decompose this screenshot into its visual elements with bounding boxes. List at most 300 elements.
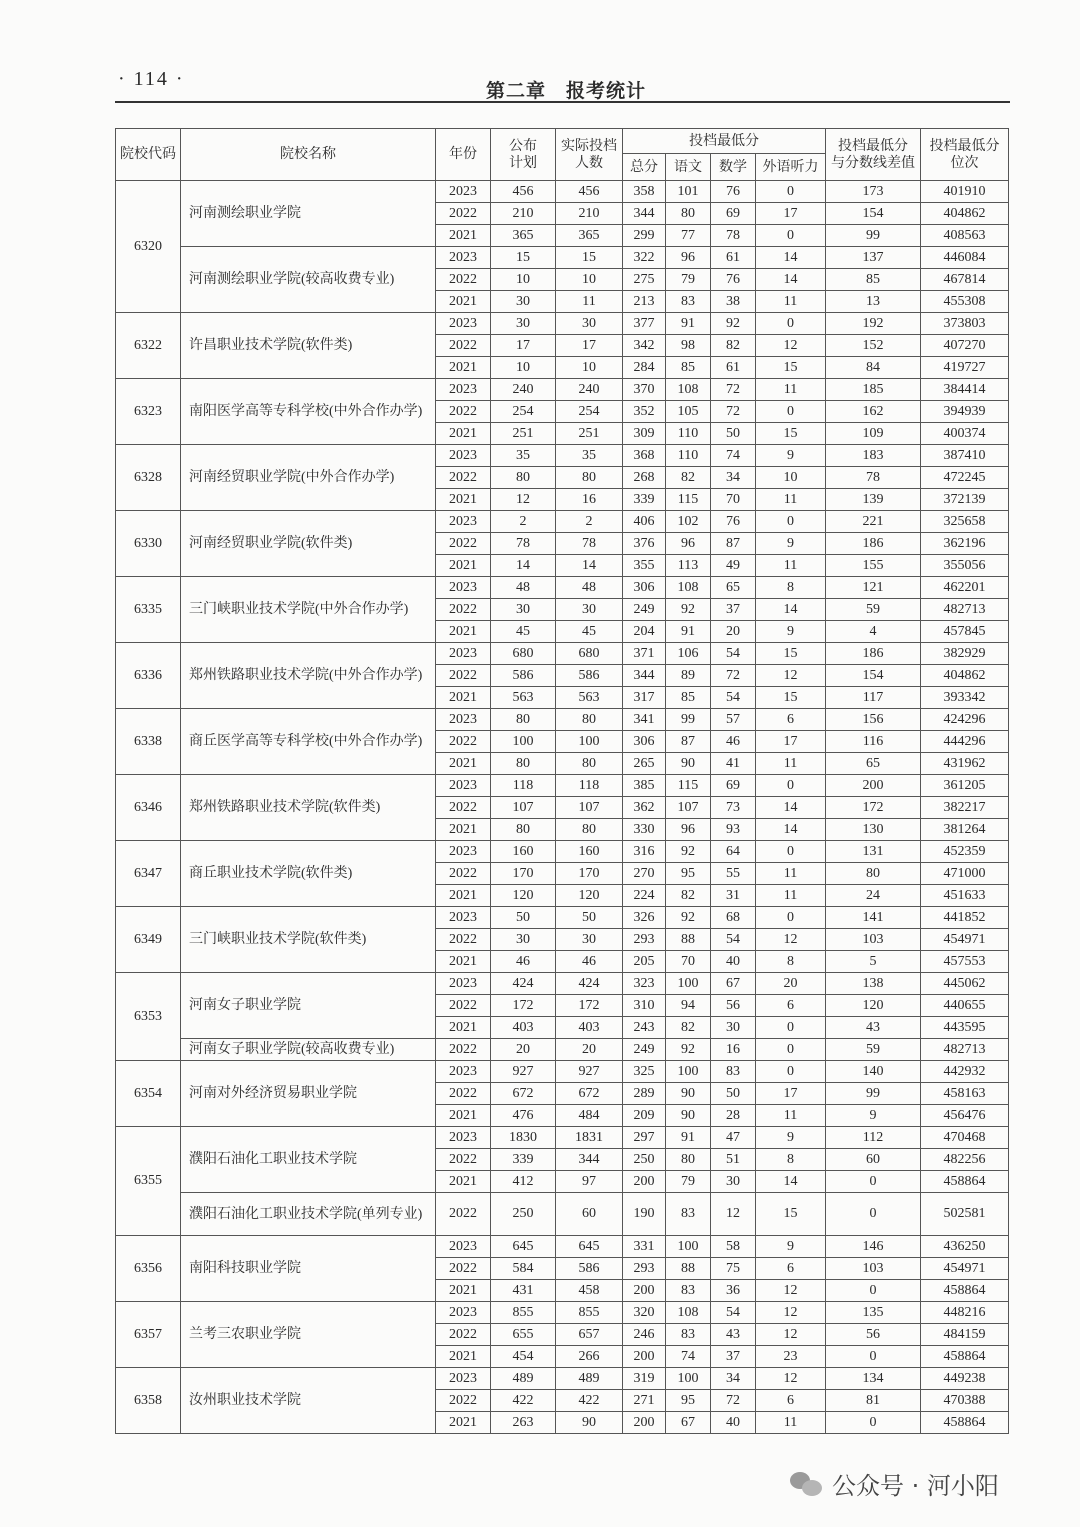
math-score: 74 — [711, 445, 756, 467]
year: 2021 — [436, 291, 491, 313]
chinese-score: 91 — [666, 621, 711, 643]
year: 2022 — [436, 995, 491, 1017]
header-plan: 公布 计划 — [491, 129, 556, 181]
listening-score: 11 — [756, 1412, 826, 1434]
plan: 17 — [491, 335, 556, 357]
rank: 381264 — [921, 819, 1009, 841]
rank: 454971 — [921, 1258, 1009, 1280]
math-score: 92 — [711, 313, 756, 335]
listening-score: 11 — [756, 863, 826, 885]
total-score: 317 — [623, 687, 666, 709]
score-diff: 112 — [826, 1127, 921, 1149]
chinese-score: 110 — [666, 423, 711, 445]
actual: 645 — [556, 1236, 623, 1258]
rank: 440655 — [921, 995, 1009, 1017]
actual: 46 — [556, 951, 623, 973]
math-score: 76 — [711, 269, 756, 291]
score-diff: 0 — [826, 1346, 921, 1368]
year: 2023 — [436, 907, 491, 929]
listening-score: 11 — [756, 1105, 826, 1127]
rank: 404862 — [921, 665, 1009, 687]
score-diff: 0 — [826, 1280, 921, 1302]
total-score: 213 — [623, 291, 666, 313]
actual: 90 — [556, 1412, 623, 1434]
actual: 344 — [556, 1149, 623, 1171]
chinese-score: 83 — [666, 1280, 711, 1302]
rank: 448216 — [921, 1302, 1009, 1324]
header-diff: 投档最低分 与分数线差值 — [826, 129, 921, 181]
table-row — [116, 1302, 1009, 1324]
actual: 422 — [556, 1390, 623, 1412]
score-diff: 185 — [826, 379, 921, 401]
actual: 97 — [556, 1171, 623, 1193]
actual: 48 — [556, 577, 623, 599]
plan: 30 — [491, 313, 556, 335]
actual: 484 — [556, 1105, 623, 1127]
rank: 325658 — [921, 511, 1009, 533]
math-score: 54 — [711, 687, 756, 709]
plan: 78 — [491, 533, 556, 555]
listening-score: 17 — [756, 203, 826, 225]
actual: 657 — [556, 1324, 623, 1346]
score-diff: 59 — [826, 1039, 921, 1061]
rank: 458864 — [921, 1280, 1009, 1302]
chinese-score: 95 — [666, 1390, 711, 1412]
math-score: 49 — [711, 555, 756, 577]
listening-score: 9 — [756, 1236, 826, 1258]
total-score: 271 — [623, 1390, 666, 1412]
listening-score: 0 — [756, 1061, 826, 1083]
listening-score: 12 — [756, 929, 826, 951]
rank: 472245 — [921, 467, 1009, 489]
rank: 470468 — [921, 1127, 1009, 1149]
plan: 403 — [491, 1017, 556, 1039]
score-diff: 117 — [826, 687, 921, 709]
school-code: 6322 — [116, 313, 181, 379]
year: 2022 — [436, 1039, 491, 1061]
chinese-score: 115 — [666, 489, 711, 511]
plan: 655 — [491, 1324, 556, 1346]
listening-score: 6 — [756, 709, 826, 731]
score-diff: 109 — [826, 423, 921, 445]
math-score: 20 — [711, 621, 756, 643]
rank: 355056 — [921, 555, 1009, 577]
year: 2022 — [436, 1149, 491, 1171]
school-code: 6323 — [116, 379, 181, 445]
total-score: 249 — [623, 1039, 666, 1061]
school-name: 兰考三农职业学院 — [181, 1302, 436, 1368]
total-score: 200 — [623, 1346, 666, 1368]
actual: 170 — [556, 863, 623, 885]
year: 2023 — [436, 1302, 491, 1324]
plan: 1830 — [491, 1127, 556, 1149]
school-name: 河南对外经济贸易职业学院 — [181, 1061, 436, 1127]
chinese-score: 82 — [666, 885, 711, 907]
actual: 14 — [556, 555, 623, 577]
math-score: 82 — [711, 335, 756, 357]
rank: 361205 — [921, 775, 1009, 797]
score-diff: 24 — [826, 885, 921, 907]
total-score: 250 — [623, 1149, 666, 1171]
score-diff: 154 — [826, 203, 921, 225]
chinese-score: 90 — [666, 1105, 711, 1127]
score-diff: 116 — [826, 731, 921, 753]
year: 2023 — [436, 1127, 491, 1149]
listening-score: 12 — [756, 1302, 826, 1324]
chinese-score: 110 — [666, 445, 711, 467]
actual: 586 — [556, 1258, 623, 1280]
chinese-score: 108 — [666, 1302, 711, 1324]
chinese-score: 83 — [666, 1324, 711, 1346]
chinese-score: 101 — [666, 181, 711, 203]
score-diff: 0 — [826, 1412, 921, 1434]
chinese-score: 90 — [666, 1083, 711, 1105]
school-code: 6354 — [116, 1061, 181, 1127]
actual: 30 — [556, 599, 623, 621]
math-score: 58 — [711, 1236, 756, 1258]
total-score: 319 — [623, 1368, 666, 1390]
plan: 20 — [491, 1039, 556, 1061]
actual: 45 — [556, 621, 623, 643]
listening-score: 11 — [756, 753, 826, 775]
listening-score: 11 — [756, 555, 826, 577]
plan: 254 — [491, 401, 556, 423]
listening-score: 12 — [756, 335, 826, 357]
listening-score: 14 — [756, 819, 826, 841]
total-score: 344 — [623, 203, 666, 225]
total-score: 330 — [623, 819, 666, 841]
table-row — [116, 379, 1009, 401]
score-diff: 4 — [826, 621, 921, 643]
table-row — [116, 907, 1009, 929]
actual: 1831 — [556, 1127, 623, 1149]
listening-score: 8 — [756, 577, 826, 599]
listening-score: 0 — [756, 1039, 826, 1061]
chinese-score: 95 — [666, 863, 711, 885]
score-diff: 103 — [826, 1258, 921, 1280]
year: 2021 — [436, 489, 491, 511]
total-score: 200 — [623, 1412, 666, 1434]
table-row — [116, 841, 1009, 863]
total-score: 368 — [623, 445, 666, 467]
math-score: 61 — [711, 247, 756, 269]
rank: 482713 — [921, 1039, 1009, 1061]
plan: 563 — [491, 687, 556, 709]
school-name: 郑州铁路职业技术学院(中外合作办学) — [181, 643, 436, 709]
school-code: 6347 — [116, 841, 181, 907]
header-chinese: 语文 — [666, 154, 711, 181]
rank: 373803 — [921, 313, 1009, 335]
math-score: 57 — [711, 709, 756, 731]
total-score: 243 — [623, 1017, 666, 1039]
table-row — [116, 1236, 1009, 1258]
actual: 254 — [556, 401, 623, 423]
chinese-score: 106 — [666, 643, 711, 665]
total-score: 371 — [623, 643, 666, 665]
school-name: 河南测绘职业学院 — [181, 181, 436, 247]
listening-score: 0 — [756, 313, 826, 335]
total-score: 275 — [623, 269, 666, 291]
chinese-score: 115 — [666, 775, 711, 797]
header-total: 总分 — [623, 154, 666, 181]
math-score: 50 — [711, 1083, 756, 1105]
chinese-score: 70 — [666, 951, 711, 973]
listening-score: 0 — [756, 401, 826, 423]
listening-score: 15 — [756, 687, 826, 709]
score-diff: 81 — [826, 1390, 921, 1412]
listening-score: 8 — [756, 951, 826, 973]
year: 2021 — [436, 819, 491, 841]
actual: 80 — [556, 753, 623, 775]
math-score: 37 — [711, 1346, 756, 1368]
plan: 855 — [491, 1302, 556, 1324]
math-score: 51 — [711, 1149, 756, 1171]
rank: 454971 — [921, 929, 1009, 951]
school-code: 6357 — [116, 1302, 181, 1368]
actual: 35 — [556, 445, 623, 467]
header-code: 院校代码 — [116, 129, 181, 181]
year: 2023 — [436, 247, 491, 269]
math-score: 43 — [711, 1324, 756, 1346]
listening-score: 12 — [756, 1368, 826, 1390]
math-score: 40 — [711, 951, 756, 973]
year: 2023 — [436, 577, 491, 599]
plan: 14 — [491, 555, 556, 577]
math-score: 37 — [711, 599, 756, 621]
score-diff: 186 — [826, 533, 921, 555]
year: 2021 — [436, 885, 491, 907]
plan: 30 — [491, 291, 556, 313]
plan: 48 — [491, 577, 556, 599]
school-code: 6320 — [116, 181, 181, 313]
total-score: 200 — [623, 1171, 666, 1193]
rank: 456476 — [921, 1105, 1009, 1127]
total-score: 268 — [623, 467, 666, 489]
school-name: 三门峡职业技术学院(中外合作办学) — [181, 577, 436, 643]
plan: 35 — [491, 445, 556, 467]
actual: 927 — [556, 1061, 623, 1083]
score-diff: 99 — [826, 1083, 921, 1105]
plan: 80 — [491, 819, 556, 841]
chinese-score: 92 — [666, 907, 711, 929]
year: 2022 — [436, 533, 491, 555]
plan: 412 — [491, 1171, 556, 1193]
score-diff: 84 — [826, 357, 921, 379]
school-name: 汝州职业技术学院 — [181, 1368, 436, 1434]
rank: 442932 — [921, 1061, 1009, 1083]
listening-score: 12 — [756, 1280, 826, 1302]
admission-statistics-table — [115, 128, 1009, 1434]
rank: 458864 — [921, 1346, 1009, 1368]
table-row — [116, 775, 1009, 797]
chinese-score: 85 — [666, 687, 711, 709]
score-diff: 0 — [826, 1193, 921, 1236]
total-score: 284 — [623, 357, 666, 379]
school-name: 濮阳石油化工职业技术学院 — [181, 1127, 436, 1193]
total-score: 370 — [623, 379, 666, 401]
chinese-score: 80 — [666, 203, 711, 225]
chinese-score: 113 — [666, 555, 711, 577]
actual: 160 — [556, 841, 623, 863]
plan: 645 — [491, 1236, 556, 1258]
plan: 927 — [491, 1061, 556, 1083]
table-row — [116, 1127, 1009, 1149]
year: 2022 — [436, 1193, 491, 1236]
listening-score: 0 — [756, 775, 826, 797]
math-score: 56 — [711, 995, 756, 1017]
total-score: 358 — [623, 181, 666, 203]
year: 2022 — [436, 269, 491, 291]
listening-score: 6 — [756, 995, 826, 1017]
score-diff: 154 — [826, 665, 921, 687]
score-diff: 139 — [826, 489, 921, 511]
math-score: 73 — [711, 797, 756, 819]
year: 2022 — [436, 203, 491, 225]
score-diff: 155 — [826, 555, 921, 577]
actual: 78 — [556, 533, 623, 555]
year: 2023 — [436, 643, 491, 665]
listening-score: 9 — [756, 1127, 826, 1149]
actual: 30 — [556, 313, 623, 335]
year: 2021 — [436, 951, 491, 973]
plan: 80 — [491, 709, 556, 731]
total-score: 200 — [623, 1280, 666, 1302]
plan: 10 — [491, 357, 556, 379]
total-score: 385 — [623, 775, 666, 797]
chinese-score: 89 — [666, 665, 711, 687]
table-body — [116, 181, 1009, 1434]
math-score: 47 — [711, 1127, 756, 1149]
rank: 484159 — [921, 1324, 1009, 1346]
total-score: 265 — [623, 753, 666, 775]
rank: 419727 — [921, 357, 1009, 379]
plan: 107 — [491, 797, 556, 819]
plan: 424 — [491, 973, 556, 995]
listening-score: 10 — [756, 467, 826, 489]
score-diff: 183 — [826, 445, 921, 467]
header-min-score-group: 投档最低分 — [623, 129, 826, 154]
math-score: 30 — [711, 1017, 756, 1039]
total-score: 310 — [623, 995, 666, 1017]
plan: 584 — [491, 1258, 556, 1280]
actual: 80 — [556, 709, 623, 731]
total-score: 190 — [623, 1193, 666, 1236]
plan: 250 — [491, 1193, 556, 1236]
chinese-score: 100 — [666, 973, 711, 995]
actual: 16 — [556, 489, 623, 511]
school-name: 郑州铁路职业技术学院(软件类) — [181, 775, 436, 841]
school-code: 6356 — [116, 1236, 181, 1302]
score-diff: 130 — [826, 819, 921, 841]
year: 2022 — [436, 599, 491, 621]
rank: 444296 — [921, 731, 1009, 753]
listening-score: 9 — [756, 621, 826, 643]
listening-score: 17 — [756, 731, 826, 753]
chinese-score: 85 — [666, 357, 711, 379]
plan: 30 — [491, 599, 556, 621]
score-diff: 120 — [826, 995, 921, 1017]
math-score: 72 — [711, 401, 756, 423]
math-score: 34 — [711, 1368, 756, 1390]
listening-score: 14 — [756, 269, 826, 291]
plan: 120 — [491, 885, 556, 907]
rank: 441852 — [921, 907, 1009, 929]
rank: 467814 — [921, 269, 1009, 291]
plan: 251 — [491, 423, 556, 445]
listening-score: 20 — [756, 973, 826, 995]
math-score: 31 — [711, 885, 756, 907]
listening-score: 15 — [756, 1193, 826, 1236]
total-score: 406 — [623, 511, 666, 533]
total-score: 293 — [623, 1258, 666, 1280]
math-score: 54 — [711, 1302, 756, 1324]
school-name: 商丘职业技术学院(软件类) — [181, 841, 436, 907]
year: 2023 — [436, 181, 491, 203]
rank: 451633 — [921, 885, 1009, 907]
listening-score: 14 — [756, 599, 826, 621]
total-score: 246 — [623, 1324, 666, 1346]
table-row — [116, 1039, 1009, 1061]
rank: 394939 — [921, 401, 1009, 423]
table-row — [116, 973, 1009, 995]
rank: 424296 — [921, 709, 1009, 731]
listening-score: 9 — [756, 445, 826, 467]
math-score: 41 — [711, 753, 756, 775]
total-score: 316 — [623, 841, 666, 863]
actual: 120 — [556, 885, 623, 907]
year: 2022 — [436, 1324, 491, 1346]
year: 2023 — [436, 445, 491, 467]
school-code: 6349 — [116, 907, 181, 973]
year: 2022 — [436, 401, 491, 423]
chinese-score: 79 — [666, 1171, 711, 1193]
total-score: 344 — [623, 665, 666, 687]
total-score: 204 — [623, 621, 666, 643]
rank: 462201 — [921, 577, 1009, 599]
plan: 15 — [491, 247, 556, 269]
listening-score: 0 — [756, 841, 826, 863]
math-score: 76 — [711, 181, 756, 203]
listening-score: 6 — [756, 1390, 826, 1412]
chinese-score: 94 — [666, 995, 711, 1017]
total-score: 209 — [623, 1105, 666, 1127]
year: 2022 — [436, 731, 491, 753]
actual: 15 — [556, 247, 623, 269]
plan: 263 — [491, 1412, 556, 1434]
year: 2022 — [436, 1390, 491, 1412]
school-code: 6328 — [116, 445, 181, 511]
header-name: 院校名称 — [181, 129, 436, 181]
chinese-score: 83 — [666, 1193, 711, 1236]
actual: 11 — [556, 291, 623, 313]
listening-score: 23 — [756, 1346, 826, 1368]
listening-score: 12 — [756, 1324, 826, 1346]
score-diff: 85 — [826, 269, 921, 291]
score-diff: 121 — [826, 577, 921, 599]
listening-score: 11 — [756, 885, 826, 907]
actual: 240 — [556, 379, 623, 401]
plan: 476 — [491, 1105, 556, 1127]
table-row — [116, 1193, 1009, 1236]
actual: 458 — [556, 1280, 623, 1302]
listening-score: 0 — [756, 1017, 826, 1039]
math-score: 40 — [711, 1412, 756, 1434]
year: 2023 — [436, 313, 491, 335]
math-score: 78 — [711, 225, 756, 247]
chinese-score: 90 — [666, 753, 711, 775]
rank: 482713 — [921, 599, 1009, 621]
rank: 408563 — [921, 225, 1009, 247]
